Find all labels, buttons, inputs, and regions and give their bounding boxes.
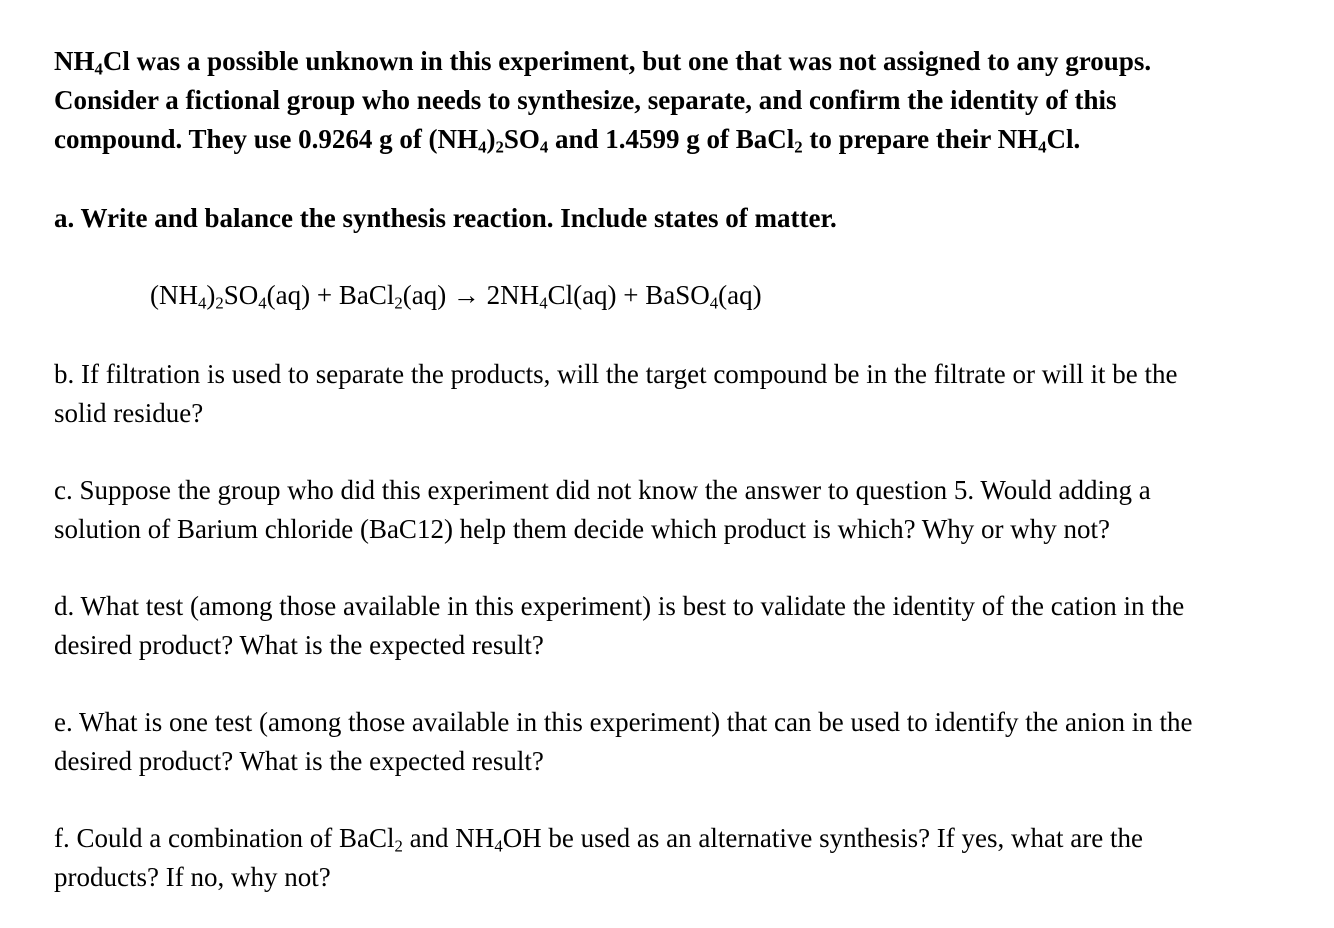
question-c	[54, 471, 1151, 549]
question-f-line-1: f. Could a combination of BaCl$_2$ and $NH_4OH$ be used as an alternative synthesis? If yes, what are the	[54, 823, 1143, 856]
intro-paragraph	[54, 42, 1151, 159]
intro-line-2: Consider a fictional group who needs to synthesize, separate, and confirm the identity of this	[54, 85, 1117, 115]
question-e-line-1: e. What is one test (among those available in this experiment) that can be used to identify the anion in the	[54, 707, 1193, 737]
question-d-line-2: desired product? What is the expected result?	[54, 630, 544, 660]
question-b-line-2: solid residue?	[54, 398, 204, 428]
question-d-line-1: d. What test (among those available in this experiment) is best to validate the identity of the cation in the	[54, 591, 1185, 621]
question-f	[54, 819, 1143, 897]
question-e	[54, 703, 1192, 781]
question-d	[54, 587, 1184, 665]
question-b	[54, 355, 1177, 433]
question-f-line-2: products? If no, why not?	[54, 862, 331, 892]
question-a: a. Write and balance the synthesis reaction. Include states of matter.	[54, 203, 837, 233]
question-e-line-2: desired product? What is the expected result?	[54, 746, 544, 776]
question-c-line-1: c. Suppose the group who did this experiment did not know the answer to question 5. Would adding a	[54, 475, 1151, 505]
question-b-line-1: b. If filtration is used to separate the products, will the target compound be in the filtrate or will it be the	[54, 359, 1178, 389]
synthesis-equation: $(NH_4)_2SO_4(aq)$ + BaCl$_2$(aq) → $2NH_4Cl(aq)$ + BaSO$_4$(aq)	[150, 280, 762, 313]
intro-line-1: $NH_4Cl$ was a possible unknown in this experiment, but one that was not assigned to any groups.	[54, 46, 1152, 79]
question-c-line-2: solution of Barium chloride (BaC12) help them decide which product is which? Why or why not?	[54, 514, 1111, 544]
intro-line-3: compound. They use 0.9264 g of $(NH_4)_2SO_4$ and 1.4599 g of BaCl$_2$ to prepare their $NH_4Cl$.	[54, 124, 1081, 157]
